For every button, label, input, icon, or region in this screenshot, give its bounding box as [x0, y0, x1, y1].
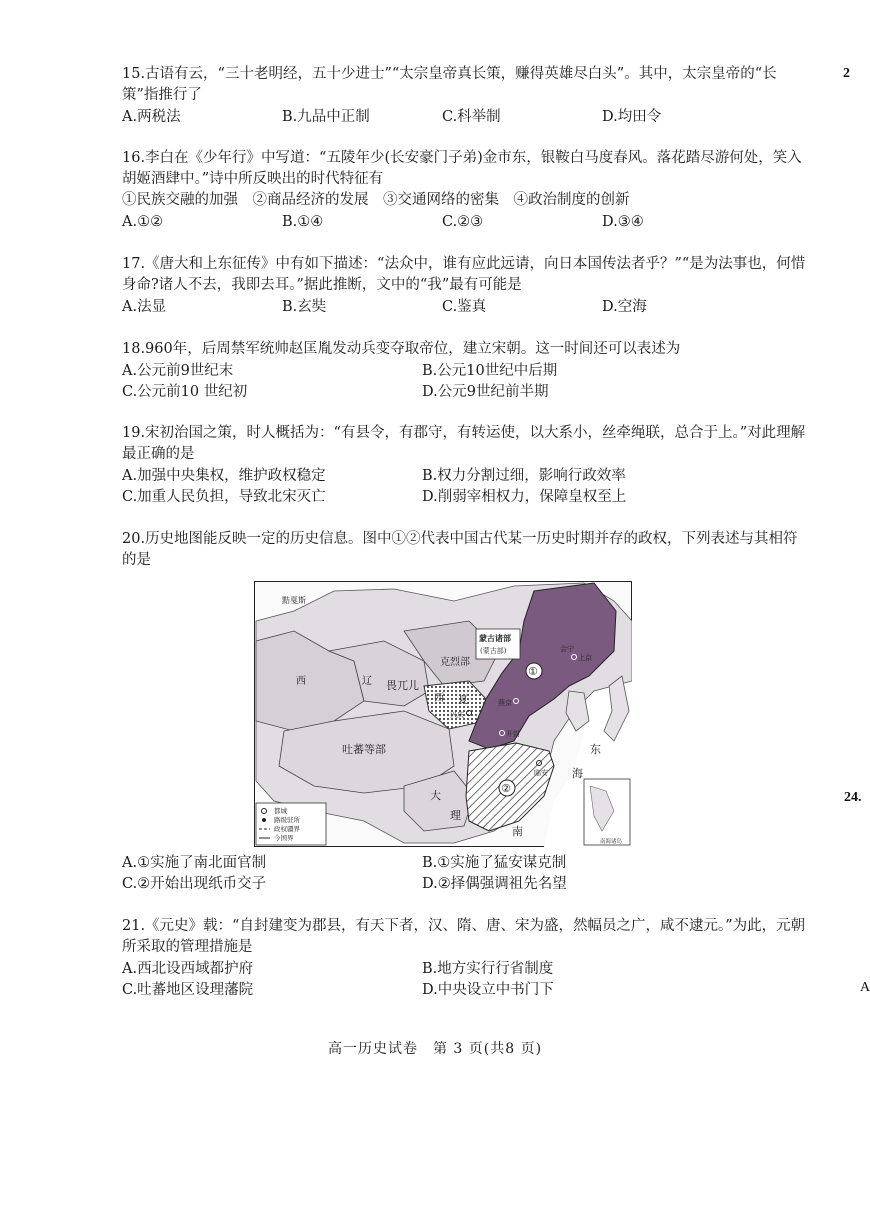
question-stem: 20.历史地图能反映一定的历史信息。图中①②代表中国古代某一历史时期并存的政权，下列表述与其相符的是 [122, 531, 798, 568]
question-20-options [122, 852, 812, 895]
options [122, 212, 812, 233]
legend-modern-border: 今国界 [274, 834, 294, 842]
options [122, 361, 812, 403]
option-a: A.公元前9世纪末 [122, 363, 234, 379]
option-b: B.九品中正制 [282, 109, 370, 125]
label-kelie: 克烈部 [440, 657, 470, 668]
options [122, 466, 812, 508]
option-c: C.②开始出现纸币交子 [122, 876, 267, 892]
question-stem: 17.《唐大和上东征传》中有如下描述：“法众中，谁有应此远请，向日本国传法者乎？”“是为法事也，何惜身命?诸人不去，我即去耳。”据此推断，文中的“我”最有可能是 [122, 256, 806, 293]
label-xiajiasi: 黠戛斯 [282, 596, 306, 605]
option-d: D.均田令 [602, 109, 662, 125]
option-b: B.①④ [282, 214, 324, 230]
option-a: A.加强中央集权，维护政权稳定 [122, 468, 326, 484]
option-c: C.科举制 [442, 109, 501, 125]
label-kaifeng: 开封 [506, 730, 520, 738]
region-2-marker: ② [501, 782, 511, 795]
question-stem: 16.李白在《少年行》中写道：“五陵年少(长安豪门子弟)金市东，银鞍白马度春风。落花踏尽游何处，笑入胡姬酒肆中。”诗中所反映出的时代特征有 [122, 150, 802, 187]
option-c: C.加重人民负担，导致北宋灭亡 [122, 489, 326, 505]
inset-label: 南海诸岛 [600, 839, 623, 845]
label-xiliao-xi: 西 [296, 676, 306, 687]
question-17 [122, 254, 812, 318]
label-huining: 会宁 [560, 645, 574, 653]
option-b: B.地方实行行省制度 [422, 961, 554, 977]
map-figure [254, 581, 632, 847]
label-yanjing: 燕京 [498, 699, 512, 707]
option-c: C.鉴真 [442, 299, 487, 315]
option-d: D.削弱宰相权力，保障皇权至上 [422, 489, 627, 505]
label-dong: 东 [590, 743, 601, 756]
option-d: D.空海 [602, 299, 647, 315]
options [122, 853, 812, 895]
label-xiliao-liao: 辽 [362, 676, 372, 687]
option-a: A.两税法 [122, 109, 181, 125]
history-map [254, 581, 632, 847]
legend-seat: 路级驻所 [274, 816, 300, 824]
question-21 [122, 916, 812, 1001]
label-xixia-2: 夏 [458, 695, 468, 706]
page-edge-mark-24: 24. [844, 790, 862, 805]
question-stem: 21.《元史》载：“自封建变为郡县，有天下者，汉、隋、唐、宋为盛，然幅员之广，咸不逮元。”为此，元朝所采取的管理措施是 [122, 918, 806, 955]
label-linan: 临安 [534, 769, 548, 777]
option-c: C.公元前10 世纪初 [122, 384, 248, 400]
label-menggu: 蒙古诸部 [479, 634, 511, 643]
options [122, 959, 812, 1001]
legend-border: 政权疆界 [274, 825, 300, 833]
region-1-marker: ① [528, 665, 538, 678]
legend-capital: 都城 [274, 807, 287, 815]
label-xixia-1: 西 [434, 693, 444, 704]
label-dali-1: 大 [430, 789, 441, 802]
page-edge-mark-a: A [860, 980, 870, 995]
label-weiwuer: 畏兀儿 [386, 679, 419, 692]
option-a: A.法显 [122, 299, 167, 315]
label-dali-2: 理 [450, 809, 461, 822]
options [122, 107, 812, 128]
option-b: B.公元10世纪中后期 [422, 363, 558, 379]
option-c: C.②③ [442, 214, 484, 230]
question-stem: 19.宋初治国之策，时人概括为：“有县令，有郡守，有转运使，以大系小，丝牵绳联，总合于上。”对此理解最正确的是 [122, 425, 806, 462]
option-a: A.西北设西域都护府 [122, 961, 254, 977]
question-stem: 18.960年，后周禁军统帅赵匡胤发动兵变夺取帝位，建立宋朝。这一时间还可以表述为 [122, 341, 681, 357]
seat-legend-icon [262, 818, 266, 822]
question-20 [122, 529, 812, 571]
question-19 [122, 423, 812, 508]
option-b: B.①实施了猛安谋克制 [422, 855, 567, 871]
options [122, 297, 812, 318]
question-15 [122, 64, 812, 128]
option-a: A.①② [122, 214, 164, 230]
page-edge-mark: 2 [843, 66, 850, 81]
question-16 [122, 148, 812, 233]
question-stem: 15.古语有云，“三十老明经，五十少进士”“太宗皇帝真长策，赚得英雄尽白头”。其中，太宗皇帝的“长策”指推行了 [122, 66, 777, 103]
option-d: D.中央设立中书门下 [422, 982, 554, 998]
label-nan: 南 [512, 825, 523, 838]
label-menggu-sub: (蒙古部) [480, 647, 507, 655]
label-hai: 海 [572, 767, 583, 780]
option-b: B.玄奘 [282, 299, 327, 315]
page-footer: 高一历史试卷 第 3 页(共8 页) [327, 1041, 543, 1057]
label-shangjing: 上京 [578, 654, 592, 662]
option-d: D.公元9世纪前半期 [422, 384, 549, 400]
option-d: D.③④ [602, 214, 644, 230]
option-c: C.吐蕃地区设理藩院 [122, 982, 254, 998]
option-d: D.②择偶强调祖先名望 [422, 876, 567, 892]
question-18 [122, 339, 812, 403]
question-items: ①民族交融的加强 ②商品经济的发展 ③交通网络的密集 ④政治制度的创新 [122, 192, 630, 208]
option-a: A.①实施了南北面官制 [122, 855, 267, 871]
option-b: B.权力分割过细，影响行政效率 [422, 468, 626, 484]
label-tubo: 吐蕃等部 [342, 743, 386, 756]
label-xingqing: 兴庆 [450, 711, 464, 719]
